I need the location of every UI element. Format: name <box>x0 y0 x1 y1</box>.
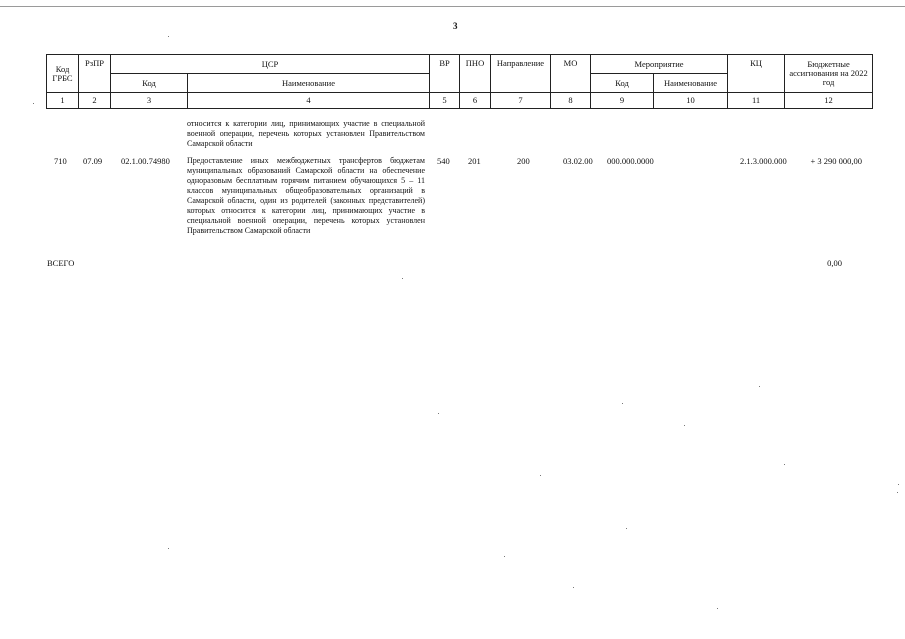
row-rzpr: 07.09 <box>83 156 103 166</box>
header-pno: ПНО <box>460 55 491 93</box>
header-mo: МО <box>551 55 591 93</box>
row-pno: 201 <box>468 156 481 166</box>
scan-speck <box>168 36 169 37</box>
scan-speck <box>438 413 439 414</box>
header-direction: Направление <box>491 55 551 93</box>
scan-speck <box>626 528 627 529</box>
row-grbs: 710 <box>54 156 67 166</box>
header-budget: Бюджетные ассигнования на 2022 год <box>785 55 873 93</box>
scan-speck <box>717 608 718 609</box>
scan-speck <box>573 587 574 588</box>
row-amount: + 3 290 000,00 <box>810 156 862 166</box>
page-number: 3 <box>453 21 458 31</box>
column-number: 11 <box>728 93 785 109</box>
header-kod-grbs: Код ГРБС <box>47 55 79 93</box>
column-number: 5 <box>430 93 460 109</box>
scan-speck <box>168 548 169 549</box>
row-vr: 540 <box>437 156 450 166</box>
column-number: 9 <box>591 93 654 109</box>
scan-speck <box>684 425 685 426</box>
row-direction: 200 <box>517 156 530 166</box>
row-mo: 03.02.00 <box>563 156 593 166</box>
column-number: 12 <box>785 93 873 109</box>
row-kc: 2.1.3.000.000 <box>740 156 787 166</box>
top-border-line <box>0 6 905 7</box>
header-vr: ВР <box>430 55 460 93</box>
column-number: 4 <box>188 93 430 109</box>
column-number: 8 <box>551 93 591 109</box>
column-number: 7 <box>491 93 551 109</box>
total-label: ВСЕГО <box>47 258 75 268</box>
column-number: 3 <box>111 93 188 109</box>
header-event-name: Наименование <box>654 74 728 93</box>
budget-table-header <box>46 54 873 109</box>
column-number: 2 <box>79 93 111 109</box>
scan-speck <box>784 464 785 465</box>
scan-speck <box>897 492 898 493</box>
scan-speck <box>402 278 403 279</box>
continuation-text: относится к категории лиц, принимающих участие в специальной военной операции, перечень которых установлен Правительством Самарской области <box>187 119 425 148</box>
row-event-kod: 000.000.0000 <box>607 156 654 166</box>
scan-speck <box>504 556 505 557</box>
header-event-kod: Код <box>591 74 654 93</box>
header-kc: КЦ <box>728 55 785 93</box>
row-name: Предоставление иных межбюджетных трансфертов бюджетам муниципальных образований Самарской области на обеспечение одноразовым бесплатным горячим питанием обучающихся 5 – 11 классов муниципальных общеобразовательных организаций в Самарской области, один из родителей (законных представителей) которых относится к категории лиц, принимающих участие в специальной военной операции, перечень которых установлен Правительством Самарской области <box>187 156 425 235</box>
column-number: 6 <box>460 93 491 109</box>
header-csr-name: Наименование <box>188 74 430 93</box>
column-number: 1 <box>47 93 79 109</box>
total-value: 0,00 <box>827 258 842 268</box>
scan-speck <box>759 386 760 387</box>
column-number: 10 <box>654 93 728 109</box>
scan-speck <box>540 475 541 476</box>
row-csr-kod: 02.1.00.74980 <box>121 156 170 166</box>
header-csr: ЦСР <box>111 55 430 74</box>
scan-speck <box>33 103 34 104</box>
scan-speck <box>622 403 623 404</box>
header-event: Мероприятие <box>591 55 728 74</box>
header-csr-kod: Код <box>111 74 188 93</box>
header-rzpr: РзПР <box>79 55 111 93</box>
scan-speck <box>898 484 899 485</box>
